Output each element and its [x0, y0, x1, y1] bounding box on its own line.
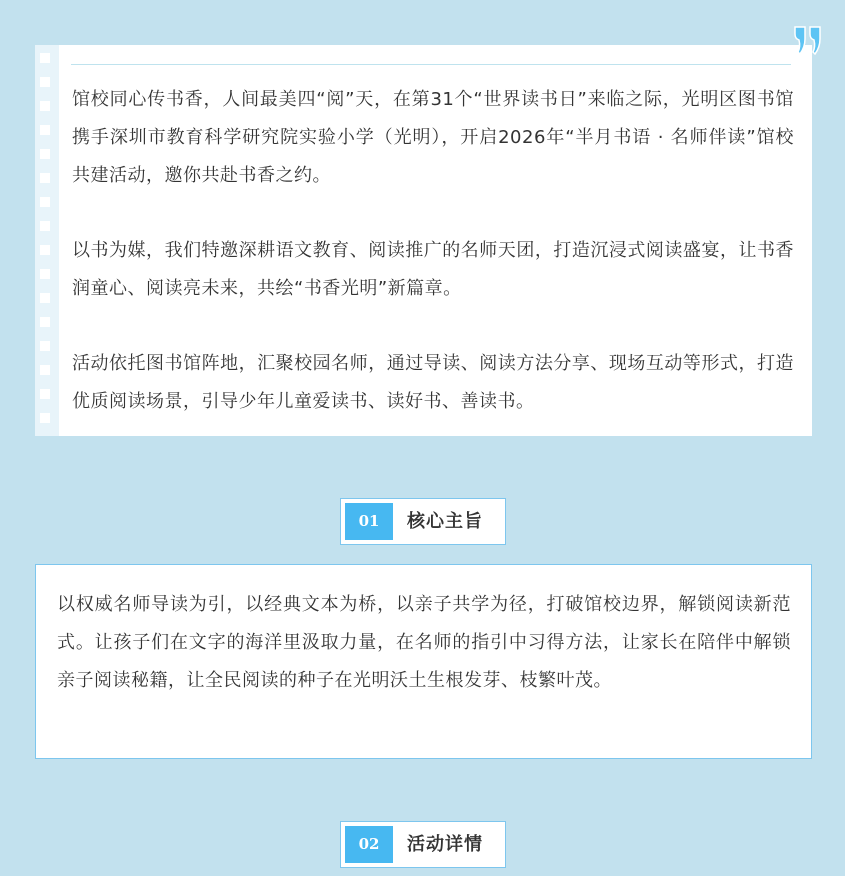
- intro-divider: [71, 64, 791, 65]
- tape-hole: [40, 125, 50, 135]
- intro-card: [35, 45, 812, 436]
- tape-hole: [40, 389, 50, 399]
- section-header-core: [340, 498, 506, 545]
- tape-hole: [40, 53, 50, 63]
- tape-hole: [40, 149, 50, 159]
- core-purpose-box: [35, 564, 812, 759]
- tape-hole: [40, 413, 50, 423]
- tape-strip: [35, 45, 59, 436]
- tape-hole: [40, 317, 50, 327]
- tape-hole: [40, 341, 50, 351]
- section-number: 02: [345, 826, 393, 863]
- intro-paragraph-3: 活动依托图书馆阵地，汇聚校园名师，通过导读、阅读方法分享、现场互动等形式，打造优质阅读场景，引导少年儿童爱读书、读好书、善读书。: [72, 353, 794, 412]
- section-number: 01: [345, 503, 393, 540]
- tape-hole: [40, 197, 50, 207]
- section-header-details: [340, 821, 506, 868]
- tape-hole: [40, 365, 50, 375]
- tape-hole: [40, 245, 50, 255]
- tape-hole: [40, 269, 50, 279]
- quote-mark-icon: [792, 24, 824, 56]
- core-purpose-text: 以权威名师导读为引，以经典文本为桥，以亲子共学为径，打破馆校边界，解锁阅读新范式。让孩子们在文字的海洋里汲取力量，在名师的指引中习得方法，让家长在陪伴中解锁亲子阅读秘籍，让全民阅读的种子在光明沃土生根发芽、枝繁叶茂。: [57, 594, 791, 691]
- tape-hole: [40, 173, 50, 183]
- tape-hole: [40, 101, 50, 111]
- tape-hole: [40, 221, 50, 231]
- intro-text: [72, 81, 794, 421]
- tape-hole: [40, 293, 50, 303]
- tape-hole: [40, 77, 50, 87]
- section-title: 活动详情: [407, 834, 483, 855]
- section-title: 核心主旨: [407, 511, 483, 532]
- intro-paragraph-1: 馆校同心传书香，人间最美四“阅”天，在第31个“世界读书日”来临之际，光明区图书馆携手深圳市教育科学研究院实验小学（光明），开启2026年“半月书语 · 名师伴读”馆校共建活动，邀你共赴书香之约。: [72, 89, 794, 186]
- intro-paragraph-2: 以书为媒，我们特邀深耕语文教育、阅读推广的名师天团，打造沉浸式阅读盛宴，让书香润童心、阅读亮未来，共绘“书香光明”新篇章。: [72, 240, 794, 299]
